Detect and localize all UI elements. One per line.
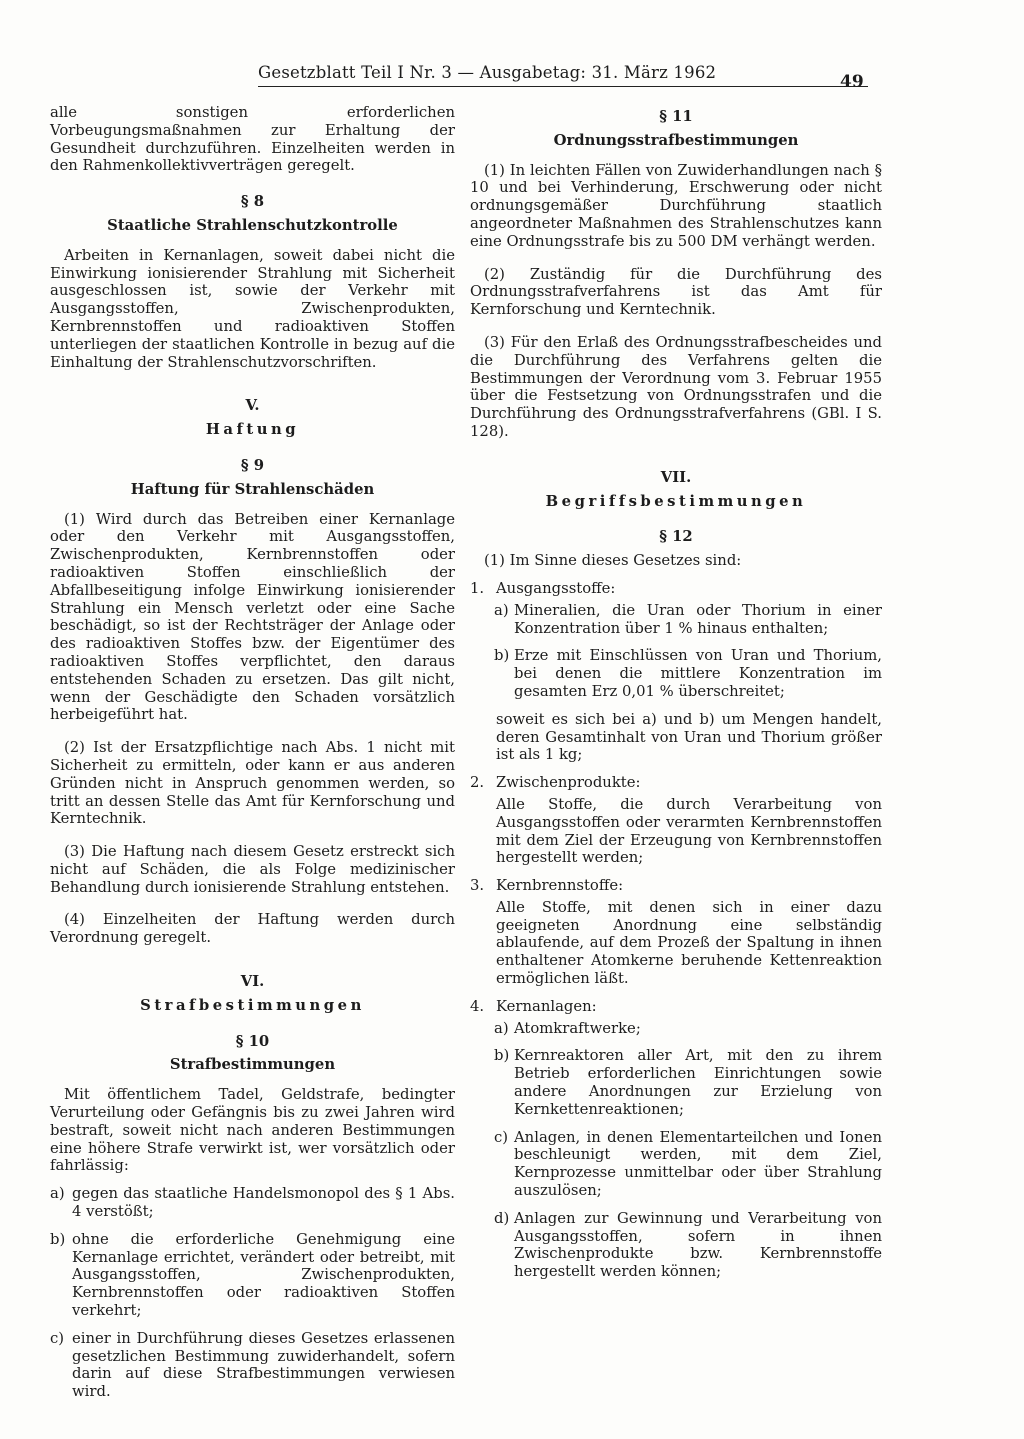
list-item-label: b): [494, 1047, 510, 1065]
list-item-text: gegen das staatliche Handelsmonopol des § 1 Abs. 4 verstößt;: [72, 1185, 455, 1221]
part-5-number: V.: [245, 397, 260, 415]
list-item-text: einer in Durchführung dieses Gesetzes erlassenen gesetzlichen Bestimmung zuwiderhandelt, sofern darin auf diese Strafbestimmungen verwiesen wird.: [72, 1329, 455, 1401]
list-item: [494, 1210, 882, 1281]
section-10-title: Strafbestimmungen: [169, 1056, 336, 1074]
list-item-text: Anlagen zur Gewinnung und Verarbeitung von Ausgangsstoffen, sofern in ihnen Zwischenprodukte bzw. Kernbrennstoffe hergestellt werden können;: [514, 1209, 882, 1281]
list-item-text: Kernreaktoren aller Art, mit den zu ihrem Betrieb erforderlichen Einrichtungen sowie andere Anordnungen zur Erzielung von Kernkettenreaktionen;: [514, 1047, 882, 1118]
definition-2-text: Alle Stoffe, die durch Verarbeitung von Ausgangsstoffen oder verarmten Kernbrennstoffen mit dem Ziel der Erzeugung von Kernbrennstoffen hergestellt werden;: [496, 795, 882, 867]
list-item: [494, 1047, 882, 1118]
section-8-number: § 8: [240, 193, 265, 211]
list-item: [494, 1020, 882, 1038]
left-column: [50, 104, 455, 1411]
section-9-paragraph-1: (1) Wird durch das Betreiben einer Kernanlage oder den Verkehr mit Ausgangsstoffen, Zwischenprodukten, Kernbrennstoffen oder radioaktiven Stoffen einschließlich der Abfallbeseitigung infolge Einwirkung ionisierender Strahlung ein Mensch verletzt oder eine Sache beschädigt, so ist der Rechtsträger der Anlage oder des radioaktiven Stoffes bzw. der Eigentümer des radioaktiven Stoffes verpflichtet, den daraus entstehenden Schaden zu ersetzen. Das gilt nicht, wenn der Geschädigte den Schaden vorsätzlich herbeigeführt hat.: [50, 510, 455, 724]
list-item: [50, 1231, 455, 1320]
definition-number: 1.: [470, 579, 485, 597]
definition-3-heading: [470, 877, 882, 895]
right-column: [470, 104, 882, 1291]
list-item-text: Atomkraftwerke;: [514, 1019, 641, 1037]
section-11-paragraph-3: (3) Für den Erlaß des Ordnungsstrafbescheides und die Durchführung des Verfahrens gelten die Bestimmungen der Verordnung vom 3. Februar 1955 über die Festsetzung von Ordnungsstrafen und die Durchführung des Ordnungsstrafverfahrens (GBl. I S. 128).: [470, 333, 882, 440]
list-item: [494, 1129, 882, 1200]
section-11-title: Ordnungsstrafbestimmungen: [553, 131, 799, 149]
section-9-number: § 9: [240, 456, 265, 474]
part-6-number: VI.: [240, 973, 265, 991]
section-10-intro: Mit öffentlichem Tadel, Geldstrafe, bedingter Verurteilung oder Gefängnis bis zu zwei Jahren wird bestraft, soweit nicht nach anderen Bestimmungen eine höhere Strafe verwirkt ist, wer vorsätzlich oder fahrlässig:: [50, 1086, 455, 1175]
list-item: [494, 647, 882, 700]
definition-number: 3.: [470, 877, 485, 895]
part-5-name: Haftung: [205, 421, 300, 439]
definition-3-text: Alle Stoffe, mit denen sich in einer dazu geeigneten Anordnung eine selbständig ablaufende, auf dem Prozeß der Spaltung in ihnen enthaltener Atomkerne beruhende Kettenreaktion ermöglichen läßt.: [496, 898, 882, 988]
intro-paragraph: alle sonstigen erforderlichen Vorbeugungsmaßnahmen zur Erhaltung der Gesundheit durchzuführen. Einzelheiten werden in den Rahmenkollektivverträgen geregelt.: [50, 104, 455, 175]
section-9-title: Haftung für Strahlenschäden: [130, 480, 375, 498]
list-item: [50, 1185, 455, 1221]
definition-number: 2.: [470, 774, 485, 792]
section-9-paragraph-2: (2) Ist der Ersatzpflichtige nach Abs. 1 nicht mit Sicherheit zu ermitteln, oder kann er aus anderen Gründen nicht in Anspruch genommen werden, so tritt an dessen Stelle das Amt für Kernforschung und Kerntechnik.: [50, 739, 455, 828]
section-9-paragraph-4: (4) Einzelheiten der Haftung werden durch Verordnung geregelt.: [50, 911, 455, 947]
definition-4-heading: [470, 998, 882, 1016]
list-item-label: c): [494, 1128, 509, 1146]
list-item-text: Erze mit Einschlüssen von Uran und Thorium, bei denen die mittlere Konzentration im gesamten Erz 0,01 % überschreitet;: [514, 647, 882, 700]
part-6-name: Strafbestimmungen: [140, 996, 365, 1014]
section-8-title: Staatliche Strahlenschutzkontrolle: [107, 216, 398, 234]
list-item-label: a): [494, 601, 509, 619]
running-header: Gesetzblatt Teil I Nr. 3 — Ausgabetag: 31. März 1962: [258, 62, 868, 87]
list-item-label: b): [494, 647, 510, 665]
list-item: [494, 602, 882, 638]
section-11-number: § 11: [659, 108, 693, 125]
list-item-text: ohne die erforderliche Genehmigung eine Kernanlage errichtet, verändert oder betreibt, mit Ausgangsstoffen, Zwischenprodukten, Kernbrennstoffen oder radioaktiven Stoffen verkehrt;: [72, 1230, 455, 1320]
list-item-label: a): [494, 1019, 509, 1037]
list-item-label: d): [494, 1209, 510, 1227]
section-8-text: Arbeiten in Kernanlagen, soweit dabei nicht die Einwirkung ionisierender Strahlung mit Sicherheit ausgeschlossen ist, sowie der Verkehr mit Ausgangsstoffen, Zwischenprodukten, Kernbrennstoffen und radioaktiven Stoffen unterliegen der staatlichen Kontrolle in bezug auf die Einhaltung der Strahlenschutzvorschriften.: [50, 246, 455, 371]
definition-1-heading: [470, 580, 882, 598]
section-11-paragraph-2: (2) Zuständig für die Durchführung des Ordnungsstrafverfahrens ist das Amt für Kernforschung und Kerntechnik.: [470, 265, 882, 319]
list-item-text: Anlagen, in denen Elementarteilchen und Ionen beschleunigt werden, mit dem Ziel, Kernprozesse unmittelbar oder über Strahlung auszulösen;: [514, 1128, 882, 1200]
section-12-intro: (1) Im Sinne dieses Gesetzes sind:: [484, 552, 742, 570]
definition-title: Kernbrennstoffe:: [496, 877, 624, 895]
definition-title: Zwischenprodukte:: [496, 774, 641, 792]
section-12-number: § 12: [659, 528, 693, 546]
definition-number: 4.: [470, 997, 485, 1015]
section-9-paragraph-3: (3) Die Haftung nach diesem Gesetz erstreckt sich nicht auf Schäden, die als Folge medizinischer Behandlung durch ionisierende Strahlung entstehen.: [50, 843, 455, 896]
definition-2-heading: [470, 774, 882, 792]
section-11-paragraph-1: (1) In leichten Fällen von Zuwiderhandlungen nach § 10 und bei Verhinderung, Erschwerung oder nicht ordnungsgemäßer Durchführung staatlich angeordneter Maßnahmen des Strahlenschutzes kann eine Ordnungsstrafe bis zu 500 DM verhängt werden.: [470, 161, 882, 250]
list-item-text: Mineralien, die Uran oder Thorium in einer Konzentration über 1 % hinaus enthalten;: [514, 601, 882, 637]
definition-title: Kernanlagen:: [496, 997, 597, 1015]
list-item-label: b): [50, 1230, 66, 1248]
section-10-number: § 10: [235, 1032, 270, 1050]
list-item-label: a): [50, 1185, 65, 1203]
definition-title: Ausgangsstoffe:: [496, 579, 616, 597]
part-7-name: Begriffsbestimmungen: [545, 492, 807, 510]
list-item-label: c): [50, 1329, 65, 1347]
part-7-number: VII.: [660, 468, 692, 486]
page-number: 49: [840, 72, 864, 92]
list-item: [50, 1330, 455, 1401]
definition-1-tail: soweit es sich bei a) und b) um Mengen handelt, deren Gesamtinhalt von Uran und Thorium größer ist als 1 kg;: [496, 710, 882, 764]
